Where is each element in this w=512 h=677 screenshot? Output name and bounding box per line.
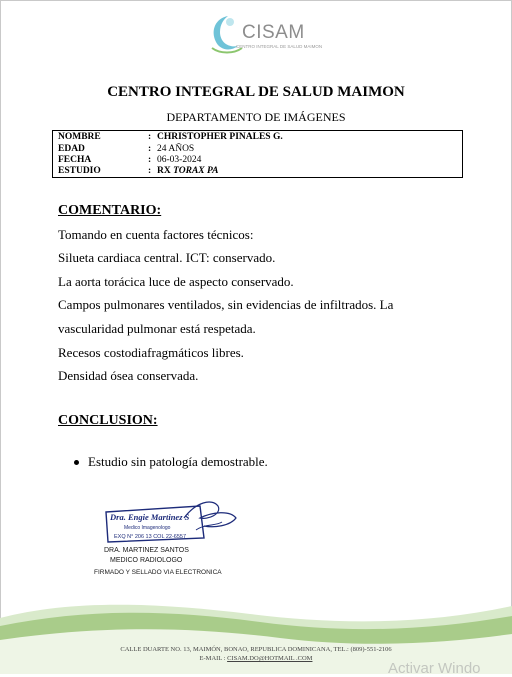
handwritten-signature [184, 502, 236, 527]
footer-email: E-MAIL : CISAM.DO@HOTMAIL .COM [199, 655, 313, 662]
field-value: 06-03-2024 [157, 155, 202, 165]
comment-line: Silueta cardiaca central. ICT: conservado. [58, 250, 276, 265]
logo-name: CISAM [242, 22, 305, 43]
field-value: RX TORAX PA [157, 166, 219, 176]
comment-heading: COMENTARIO: [58, 203, 162, 218]
field-label: FECHA [58, 155, 92, 165]
conclusion-item: Estudio sin patología demostrable. [88, 454, 268, 469]
document-title: CENTRO INTEGRAL DE SALUD MAIMON [107, 84, 405, 100]
comment-line: Tomando en cuenta factores técnicos: [58, 227, 254, 242]
comment-line: Recesos costodiafragmáticos libres. [58, 345, 244, 360]
stamp-line: EXQ N° 206 13 COL 22-6557 [114, 534, 187, 540]
signer-name: DRA. MARTINEZ SANTOS [104, 547, 189, 554]
conclusion-heading: CONCLUSION: [58, 413, 158, 428]
email-link[interactable]: CISAM.DO@HOTMAIL .COM [227, 655, 313, 662]
field-label: EDAD [58, 144, 85, 154]
logo-tagline: CENTRO INTEGRAL DE SALUD MAIMON [236, 44, 323, 49]
signature-note: FIRMADO Y SELLADO VIA ELECTRONICA [94, 569, 222, 576]
footer-address: CALLE DUARTE NO. 13, MAIMÓN, BONAO, REPUBLICA DOMINICANA, TEL.: (809)-551-2106 [120, 646, 392, 653]
field-label: ESTUDIO [58, 166, 101, 176]
stamp-line: Dra. Engie Martinez S [110, 512, 190, 522]
comment-line: vascularidad pulmonar está respetada. [58, 321, 256, 336]
windows-activation-watermark: Activar Windo [388, 660, 481, 677]
signature-stamp [100, 496, 240, 546]
cisam-logo [206, 12, 326, 56]
comment-line: Campos pulmonares ventilados, sin evidencias de infiltrados. La [58, 297, 394, 312]
patient-info-box: NOMBRE : CHRISTOPHER PINALES G. EDAD : 24 AÑOS FECHA : 06-03-2024 ESTUDIO : RX TORAX PA [52, 130, 463, 178]
comment-line: Densidad ósea conservada. [58, 368, 199, 383]
department-title: DEPARTAMENTO DE IMÁGENES [166, 110, 346, 124]
field-label: NOMBRE [58, 132, 101, 142]
comment-line: La aorta torácica luce de aspecto conservado. [58, 274, 294, 289]
field-value: 24 AÑOS [157, 144, 195, 154]
stamp-line: Medico Imagenologo [124, 525, 171, 531]
field-value: CHRISTOPHER PINALES G. [157, 132, 283, 142]
bullet-icon [74, 460, 79, 465]
logo-figure-icon [206, 12, 246, 56]
signer-role: MEDICO RADIOLOGO [110, 557, 183, 564]
